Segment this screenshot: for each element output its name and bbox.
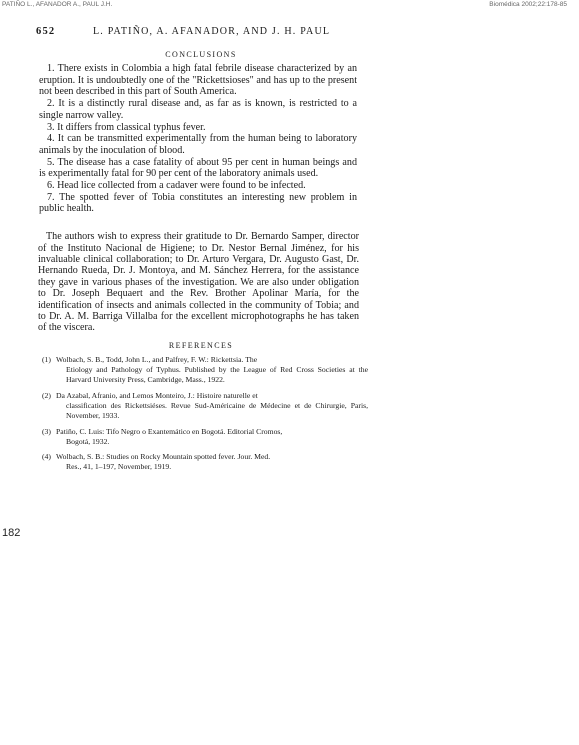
conclusion-item: 7. The spotted fever of Tobia constitutes an interesting new problem in public health. [39, 191, 357, 215]
references-heading: REFERENCES [168, 340, 234, 350]
conclusion-item: 3. It differs from classical typhus fever. [47, 121, 206, 133]
conclusion-item: 2. It is a distinctly rural disease and, as far as is known, is restricted to a single narrow valley. [39, 98, 357, 121]
reference-text: Wolbach, S. B., Todd, John L., and Palfrey, F. W.: Rickettsia. The [56, 354, 258, 364]
reference-text: Da Azabal, Afranio, and Lemos Monteiro, J.: Histoire naturelle et [56, 390, 258, 400]
reference-number: (2) [42, 390, 51, 400]
conclusion-item: 4. It can be transmitted experimentally from the human being to laboratory animals by the inoculation of blood. [39, 133, 357, 156]
reference-item [42, 391, 368, 422]
reference-text: Wolbach, S. B.: Studies on Rocky Mountain spotted fever. Jour. Med. [56, 452, 271, 462]
conclusion-item: 6. Head lice collected from a cadaver were found to be infected. [47, 180, 306, 192]
conclusions-heading: CONCLUSIONS [165, 50, 237, 59]
reference-item [42, 452, 368, 473]
acknowledgement-paragraph: The authors wish to express their gratitude to Dr. Bernardo Samper, director of the Instituto Nacional de Higiene; to Dr. Nestor Bernal Jiménez, for his invaluable clinical collaboration; to Dr. Arturo Vergara, Dr. Augusto Gast, Dr. Hernando Rueda, Dr. J. Montoya, and M. Sánchez Herrera, for the assistance they gave in various phases of the investigation. We are also under obligation to Dr. Joseph Bequaert and the Rev. Brother Apolinar María, for the identification of insects and animals collected in the community of Tobia; and to Dr. A. M. Barriga Villalba for the excellent microphotographs he has taken of the viscera. [38, 231, 359, 334]
page-content [36, 26, 540, 478]
reference-text-continued: Res., 41, 1–197, November, 1919. [66, 462, 172, 472]
references-list [36, 355, 368, 473]
running-head-citation: Biomédica 2002;22:178-85 [489, 1, 567, 8]
reference-number: (4) [42, 452, 51, 462]
page-header [36, 26, 540, 42]
acknowledgement-section [36, 231, 359, 334]
reference-text-continued: Bogotá, 1932. [66, 436, 110, 446]
conclusion-item: 1. There exists in Colombia a high fatal febrile disease characterized by an eruption. It is undoubtedly one of the "Rickettsioses" and has up to the present not been described in this part of South America. [39, 63, 357, 98]
header-authors: L. PATIÑO, A. AFANADOR, AND J. H. PAUL [93, 26, 331, 37]
conclusion-item: 5. The disease has a case fatality of about 95 per cent in human beings and is experimentally fatal for 90 per cent of the laboratory animals used. [39, 156, 357, 180]
reference-text-continued: Etiology and Pathology of Typhus. Published by the League of Red Cross Societies at the Harvard University Press, Cambridge, Mass., 1922. [66, 365, 368, 385]
side-page-number: 182 [2, 527, 21, 539]
reference-text-continued: classification des Rickettsiéses. Revue Sud-Américaine de Médecine et de Chirurgie, Paris, November, 1933. [66, 400, 368, 421]
running-head-authors: PATIÑO L., AFANADOR A., PAUL J.H. [2, 1, 113, 8]
reference-number: (1) [42, 354, 51, 364]
reference-text: Patiño, C. Luis: Tifo Negro o Exantemático en Bogotá. Editorial Cromos, [56, 426, 283, 436]
reference-item [42, 355, 368, 386]
page-number: 652 [36, 26, 56, 37]
conclusions-list [36, 63, 357, 215]
running-head [0, 0, 579, 12]
reference-number: (3) [42, 426, 51, 436]
reference-item [42, 427, 368, 448]
